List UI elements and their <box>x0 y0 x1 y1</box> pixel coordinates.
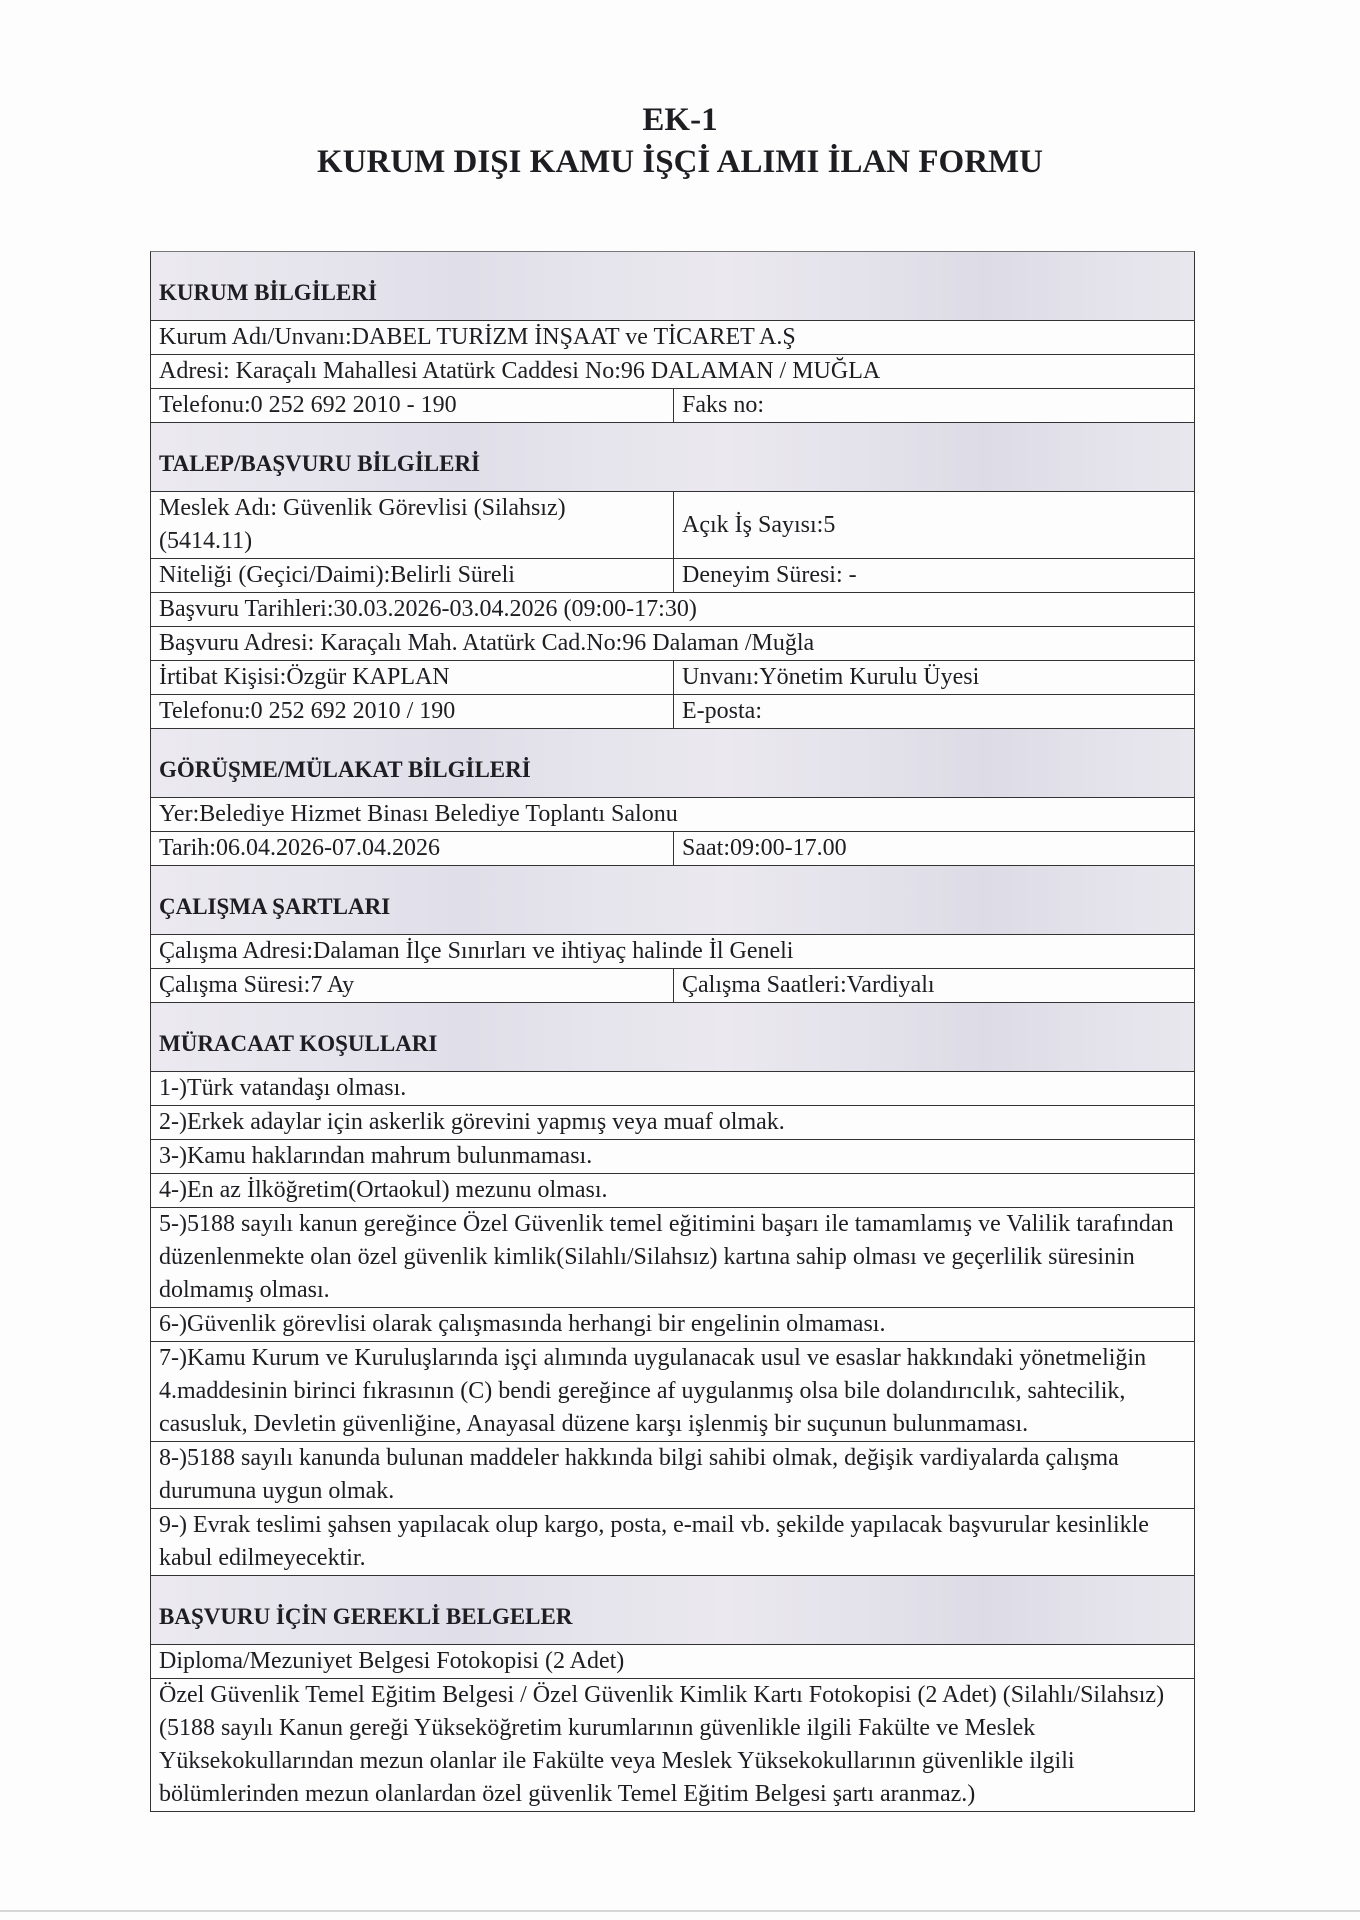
calisma-adresi-row: Çalışma Adresi:Dalaman İlçe Sınırları ve ihtiyaç halinde İl Geneli <box>151 935 1194 969</box>
irtibat-unvani: Unvanı:Yönetim Kurulu Üyesi <box>682 664 980 690</box>
condition-item: 3-)Kamu haklarından mahrum bulunmaması. <box>151 1140 1194 1174</box>
gorusme-yer-row: Yer:Belediye Hizmet Binası Belediye Toplantı Salonu <box>151 798 1194 832</box>
application-form-table <box>150 251 1195 1812</box>
condition-item: 1-)Türk vatandaşı olması. <box>151 1072 1194 1106</box>
scan-edge-divider <box>0 1910 1360 1912</box>
condition-item: 9-) Evrak teslimi şahsen yapılacak olup kargo, posta, e-mail vb. şekilde yapılacak başvurular kesinlikle kabul edilmeyecektir. <box>151 1509 1194 1576</box>
meslek-adi: Meslek Adı: Güvenlik Görevlisi (Silahsız) (5414.11) <box>151 492 674 558</box>
kurum-telefon: Telefonu:0 252 692 2010 - 190 <box>151 389 674 422</box>
irtibat-row <box>151 661 1194 695</box>
kurum-faks: Faks no: <box>682 392 765 418</box>
section-header-talep: TALEP/BAŞVURU BİLGİLERİ <box>151 423 1194 492</box>
irtibat-kisisi: İrtibat Kişisi:Özgür KAPLAN <box>151 661 674 694</box>
basvuru-tarihleri-row: Başvuru Tarihleri:30.03.2026-03.04.2026 (09:00-17:30) <box>151 593 1194 627</box>
deneyim-suresi: Deneyim Süresi: - <box>682 562 857 588</box>
condition-item: 6-)Güvenlik görevlisi olarak çalışmasında herhangi bir engelinin olmaması. <box>151 1308 1194 1342</box>
calisma-suresi-row <box>151 969 1194 1003</box>
talep-eposta: E-posta: <box>682 698 762 724</box>
document-item: Diploma/Mezuniyet Belgesi Fotokopisi (2 Adet) <box>151 1645 1194 1679</box>
section-header-muracaat: MÜRACAAT KOŞULLARI <box>151 1003 1194 1072</box>
condition-item: 2-)Erkek adaylar için askerlik görevini yapmış veya muaf olmak. <box>151 1106 1194 1140</box>
nitelik: Niteliği (Geçici/Daimi):Belirli Süreli <box>151 559 674 592</box>
calisma-saatleri: Çalışma Saatleri:Vardiyalı <box>682 972 935 998</box>
basvuru-adresi-row: Başvuru Adresi: Karaçalı Mah. Atatürk Cad.No:96 Dalaman /Muğla <box>151 627 1194 661</box>
calisma-suresi: Çalışma Süresi:7 Ay <box>151 969 674 1002</box>
condition-item: 5-)5188 sayılı kanun gereğince Özel Güvenlik temel eğitimini başarı ile tamamlamış ve Valilik tarafından düzenlenmekte olan özel güvenlik kimlik(Silahlı/Silahsız) kartına sahip olması ve geçerlilik süresinin dolmamış olması. <box>151 1208 1194 1308</box>
form-title: KURUM DIŞI KAMU İŞÇİ ALIMI İLAN FORMU <box>316 144 1044 180</box>
talep-telefon-row <box>151 695 1194 729</box>
acik-is-sayisi: Açık İş Sayısı:5 <box>682 511 836 538</box>
kurum-adi-row: Kurum Adı/Unvanı:DABEL TURİZM İNŞAAT ve TİCARET A.Ş <box>151 321 1194 355</box>
gorusme-tarih-row <box>151 832 1194 866</box>
gorusme-tarih: Tarih:06.04.2026-07.04.2026 <box>151 832 674 865</box>
nitelik-row <box>151 559 1194 593</box>
section-header-belgeler: BAŞVURU İÇİN GEREKLİ BELGELER <box>151 1576 1194 1645</box>
condition-item: 8-)5188 sayılı kanunda bulunan maddeler hakkında bilgi sahibi olmak, değişik vardiyalarda çalışma durumuna uygun olmak. <box>151 1442 1194 1509</box>
condition-item: 7-)Kamu Kurum ve Kuruluşlarında işçi alımında uygulanacak usul ve esaslar hakkındaki yönetmeliğin 4.maddesinin birinci fıkrasının (C) bendi gereğince af uygulanmış olsa bile dolandırıcılık, sahtecilik, casusluk, Devletin güvenliğine, Anayasal düzene karşı işlenmiş bir suçunun bulunmaması. <box>151 1342 1194 1442</box>
meslek-row <box>151 492 1194 559</box>
condition-item: 4-)En az İlköğretim(Ortaokul) mezunu olması. <box>151 1174 1194 1208</box>
document-item: Özel Güvenlik Temel Eğitim Belgesi / Özel Güvenlik Kimlik Kartı Fotokopisi (2 Adet) (Silahlı/Silahsız) (5188 sayılı Kanun gereği Yükseköğretim kurumlarının güvenlikle ilgili Fakülte ve Meslek Yüksekokullarından mezun olanlar ile Fakülte veya Meslek Yüksekokullarının güvenlikle ilgili bölümlerinden mezun olanlardan özel güvenlik Temel Eğitim Belgesi şartı aranmaz.) <box>159 1682 1165 1807</box>
talep-telefon: Telefonu:0 252 692 2010 / 190 <box>151 695 674 728</box>
kurum-adres-row: Adresi: Karaçalı Mahallesi Atatürk Caddesi No:96 DALAMAN / MUĞLA <box>151 355 1194 389</box>
form-code: EK-1 <box>642 102 718 138</box>
section-header-calisma: ÇALIŞMA ŞARTLARI <box>151 866 1194 935</box>
section-header-gorusme: GÖRÜŞME/MÜLAKAT BİLGİLERİ <box>151 729 1194 798</box>
section-header-kurum: KURUM BİLGİLERİ <box>151 252 1194 321</box>
kurum-telefon-row <box>151 389 1194 423</box>
gorusme-saat: Saat:09:00-17.00 <box>682 835 847 861</box>
